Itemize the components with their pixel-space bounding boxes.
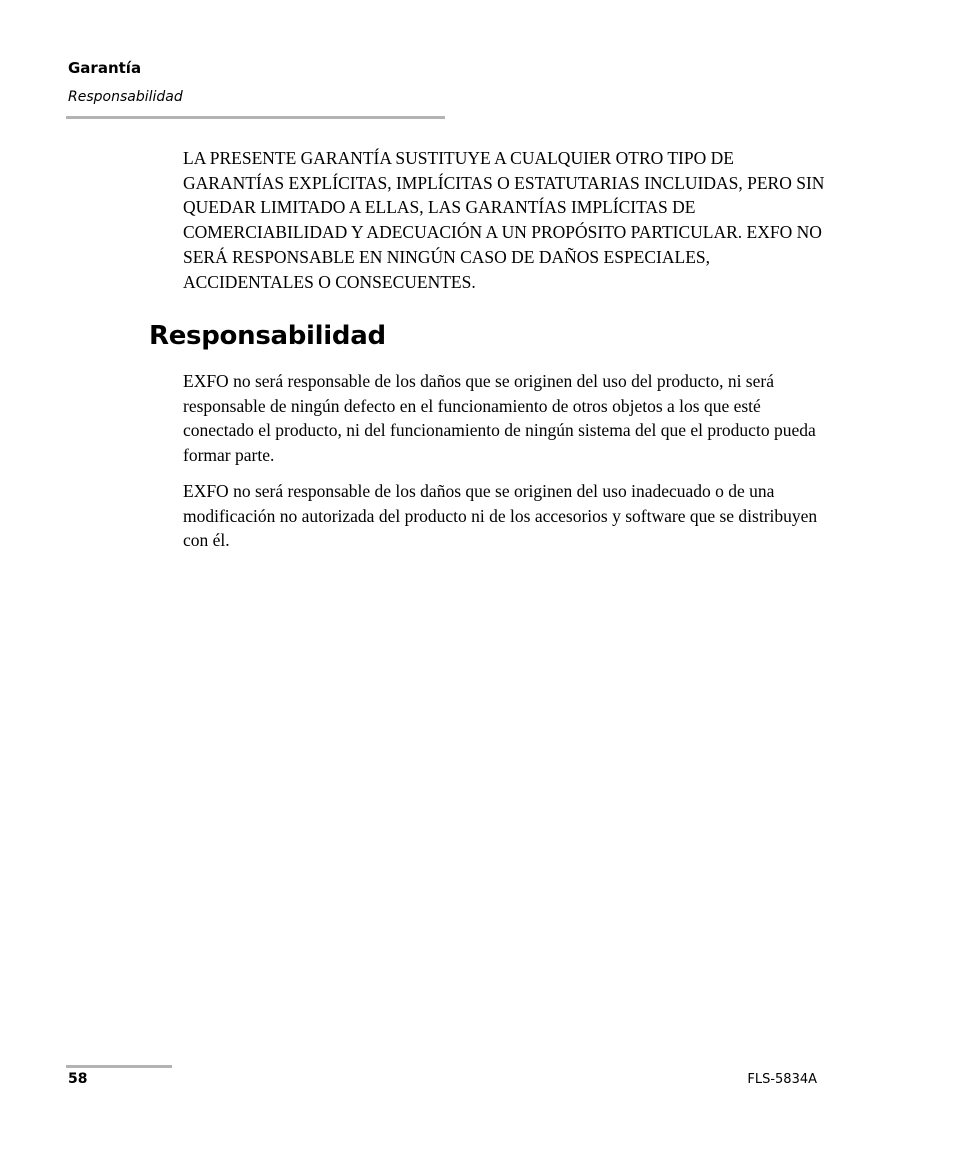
section-heading: Responsabilidad [149,321,386,351]
liability-paragraph-1: EXFO no será responsable de los daños que se originen del uso del producto, ni será responsable de ningún defecto en el funcionamiento de otros objetos a los que esté conectado el producto, ni del funcionamiento de ningún sistema del que el producto pueda formar parte. [183,371,816,466]
liability-paragraph-2: EXFO no será responsable de los daños que se originen del uso inadecuado o de una modificación no autorizada del producto ni de los accesorios y software que se distribuyen con él. [183,481,818,551]
footer-divider [66,1065,172,1068]
header-chapter-title: Garantía [68,59,142,77]
page-number: 58 [68,1071,88,1087]
document-code: FLS-5834A [747,1072,817,1087]
header-section-title: Responsabilidad [68,89,183,105]
header-divider [66,116,445,119]
warranty-disclaimer: LA PRESENTE GARANTÍA SUSTITUYE A CUALQUIER OTRO TIPO DE GARANTÍAS EXPLÍCITAS, IMPLÍCITAS O ESTATUTARIAS INCLUIDAS, PERO SIN QUEDAR LIMITADO A ELLAS, LAS GARANTÍAS IMPLÍCITAS DE COMERCIABILIDAD Y ADECUACIÓN A UN PROPÓSITO PARTICULAR. EXFO NO SERÁ RESPONSABLE EN NINGÚN CASO DE DAÑOS ESPECIALES, ACCIDENTALES O CONSECUENTES. [183,148,825,292]
